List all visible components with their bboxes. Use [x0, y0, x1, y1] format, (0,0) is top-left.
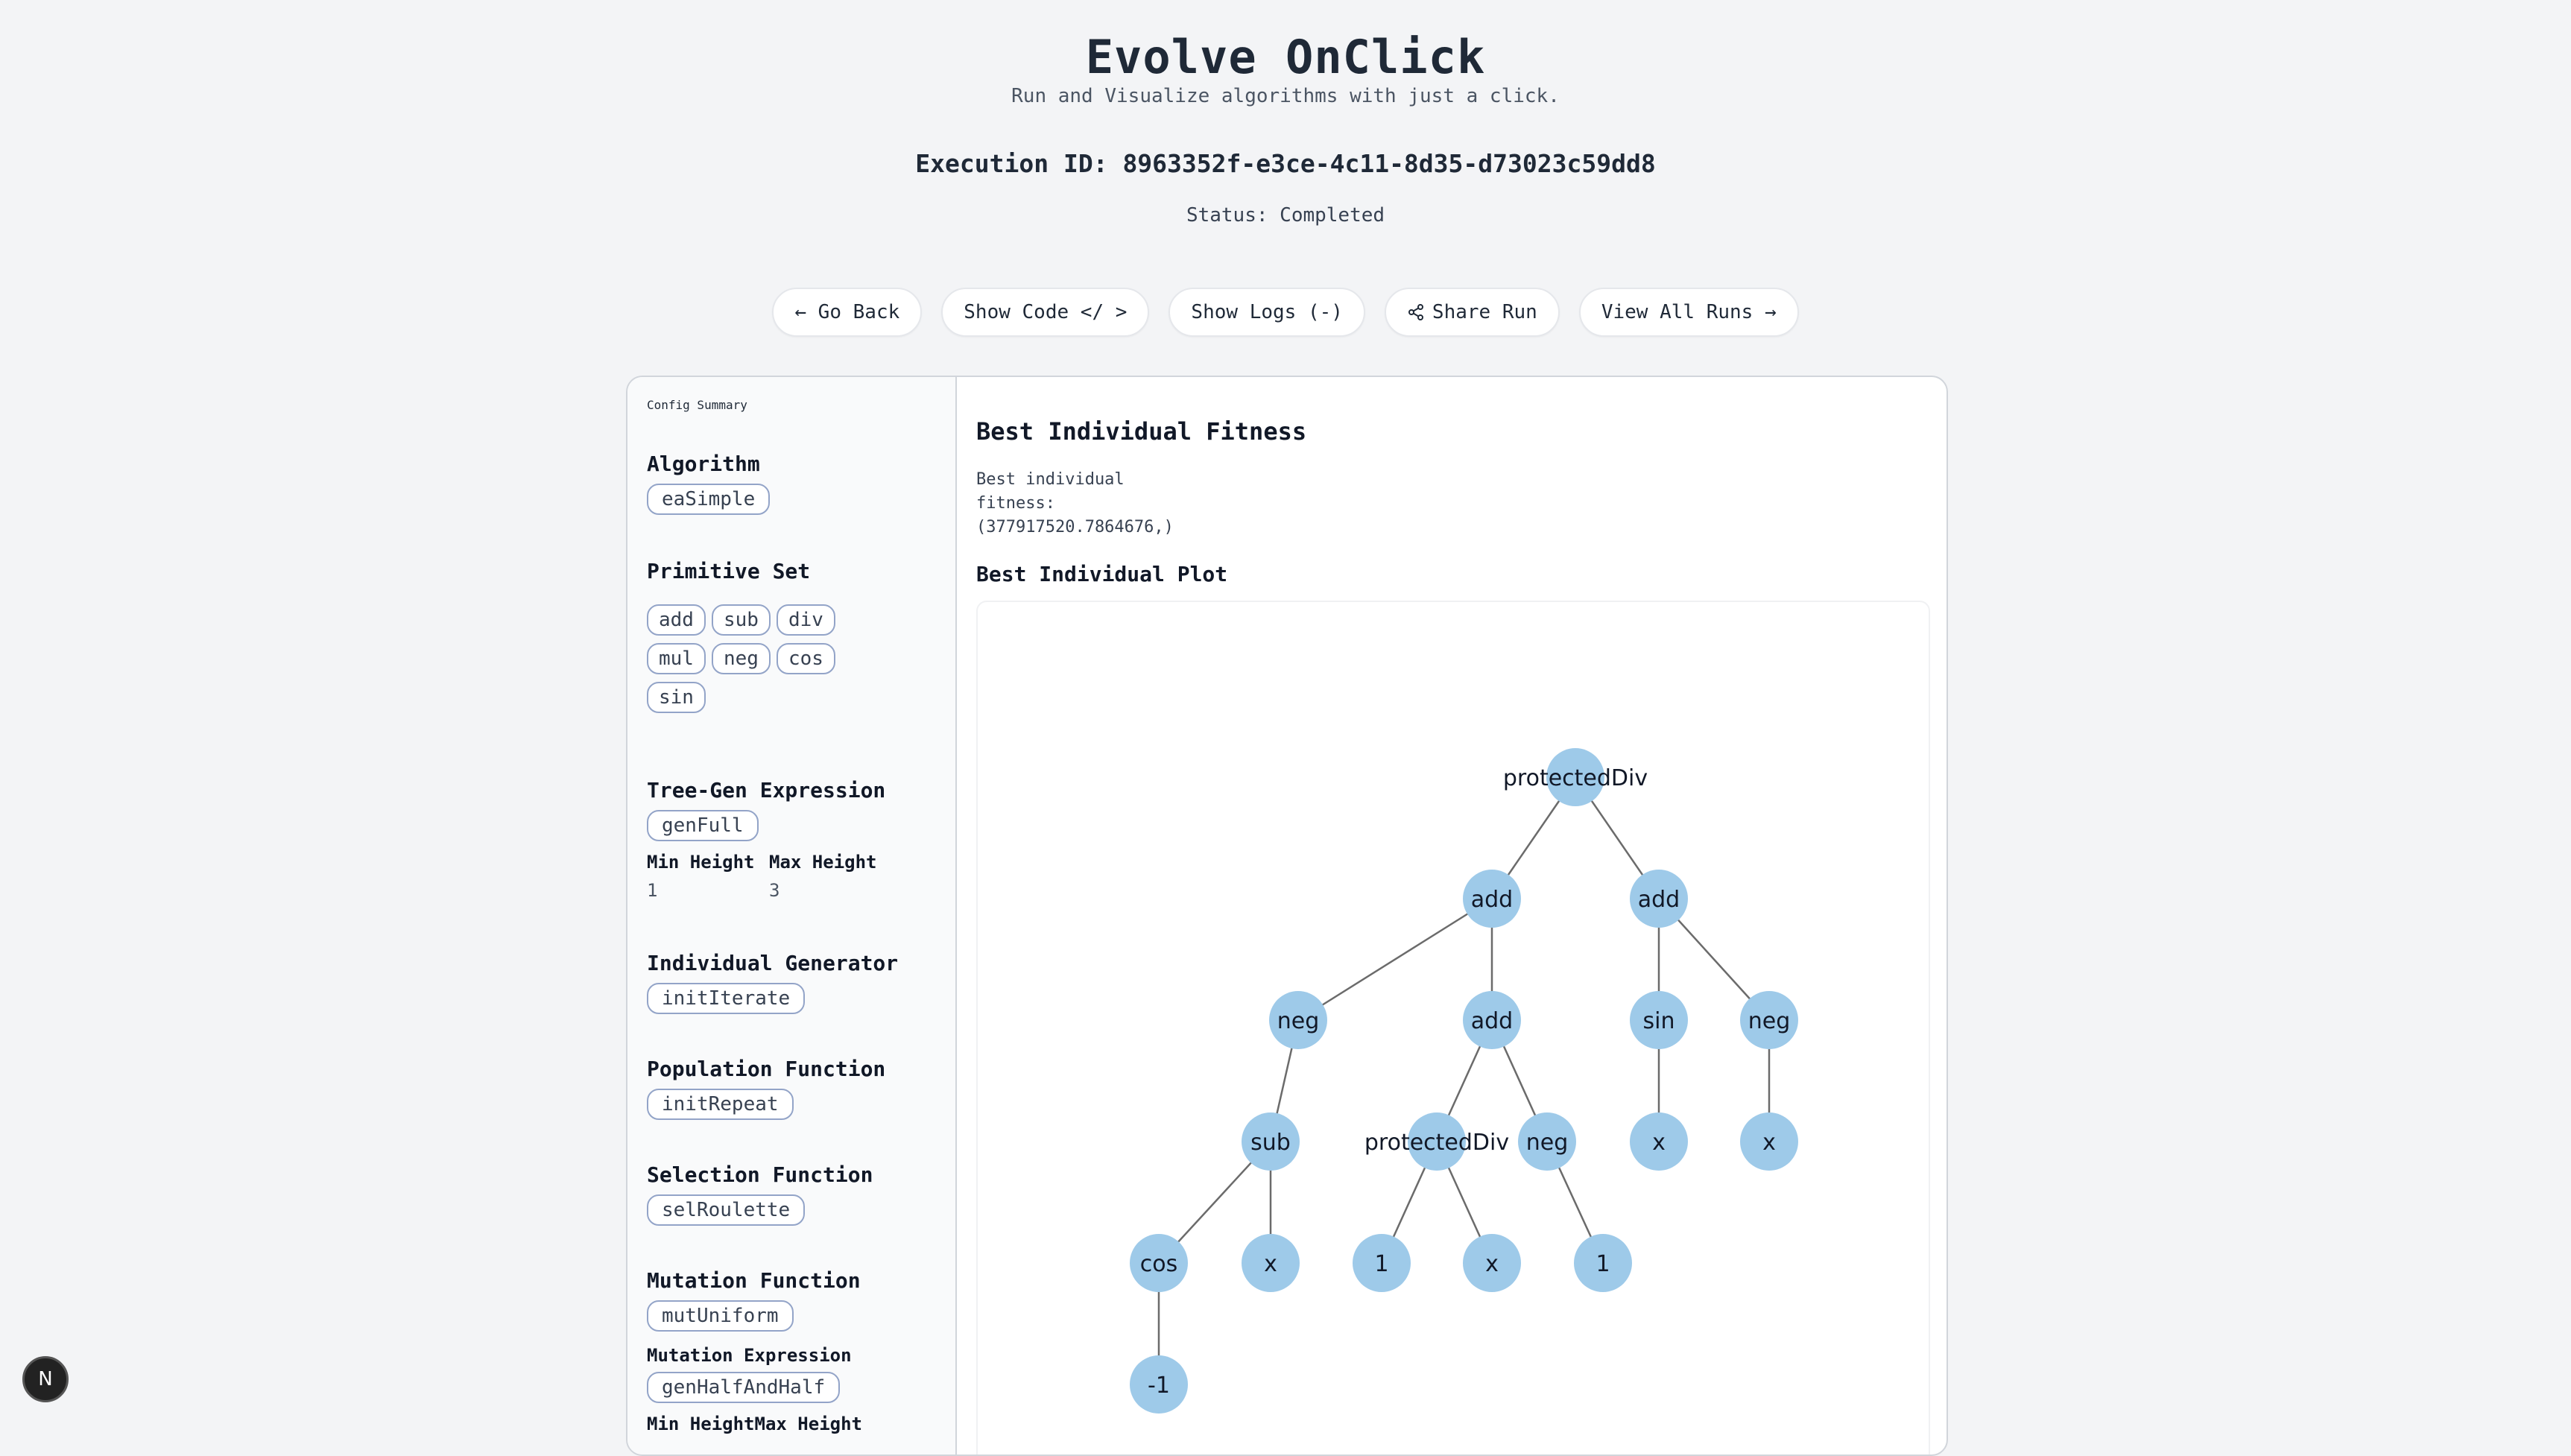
tree-node-label: neg — [1525, 1130, 1569, 1156]
tree-node-label: x — [1762, 1130, 1776, 1156]
primitive-set-list — [647, 604, 841, 713]
run-status: Status: Completed — [1186, 204, 1385, 227]
mutation-minmax-label: Min HeightMax Height — [647, 1414, 862, 1434]
primitive-chip: add — [647, 604, 706, 636]
tree-node-label: add — [1470, 1008, 1514, 1034]
best-plot-title: Best Individual Plot — [976, 562, 1228, 586]
tree-node-label: protectedDiv — [1502, 765, 1648, 791]
max-height-value: 3 — [769, 880, 780, 901]
tree-node-label: sin — [1642, 1008, 1675, 1034]
tree-node-label: neg — [1748, 1008, 1791, 1034]
population-function-label: Population Function — [647, 1057, 886, 1081]
primitive-chip: div — [777, 604, 835, 636]
config-summary-sidebar — [627, 377, 957, 1455]
tree-node-label: x — [1485, 1251, 1499, 1277]
tree-node-label: x — [1264, 1251, 1277, 1277]
primitive-chip: cos — [777, 643, 835, 674]
tree-node-label: 1 — [1596, 1251, 1610, 1277]
mutation-function-chip: mutUniform — [647, 1300, 794, 1332]
primitive-chip: sin — [647, 682, 706, 713]
selection-function-label: Selection Function — [647, 1162, 873, 1187]
best-fitness-text — [976, 468, 1200, 539]
expression-tree-svg — [978, 602, 1932, 1456]
share-icon — [1407, 303, 1425, 321]
tree-node-label: -1 — [1148, 1373, 1170, 1399]
action-toolbar — [0, 288, 2571, 337]
show-code-button[interactable] — [941, 288, 1149, 337]
execution-id: Execution ID: 8963352f-e3ce-4c11-8d35-d73023c59dd8 — [915, 149, 1656, 178]
tree-node-label: add — [1470, 887, 1514, 913]
app-subtitle: Run and Visualize algorithms with just a click. — [1011, 85, 1560, 107]
show-logs-button[interactable] — [1169, 288, 1365, 337]
show-code-label: Show Code </ > — [964, 301, 1128, 323]
population-function-chip: initRepeat — [647, 1089, 794, 1120]
share-run-button[interactable] — [1385, 288, 1560, 337]
fitness-line-1: Best individual — [976, 470, 1125, 489]
go-back-label: ← Go Back — [794, 301, 900, 323]
nextjs-badge[interactable]: N — [22, 1356, 69, 1402]
go-back-button[interactable] — [772, 288, 922, 337]
mutation-function-label: Mutation Function — [647, 1268, 861, 1293]
individual-generator-label: Individual Generator — [647, 951, 899, 975]
best-individual-content — [957, 377, 1947, 1455]
individual-generator-chip: initIterate — [647, 983, 805, 1014]
min-height-value: 1 — [647, 880, 658, 901]
mutation-expression-label: Mutation Expression — [647, 1345, 852, 1366]
min-height-label: Min Height — [647, 852, 755, 873]
algorithm-chip: eaSimple — [647, 484, 770, 515]
mutation-expression-chip: genHalfAndHalf — [647, 1372, 840, 1403]
primitive-chip: neg — [712, 643, 771, 674]
results-panel — [626, 376, 1948, 1456]
share-run-label: Share Run — [1432, 301, 1537, 323]
view-all-runs-button[interactable] — [1579, 288, 1799, 337]
config-summary-title: Config Summary — [647, 398, 747, 412]
primitive-set-label: Primitive Set — [647, 559, 811, 583]
selection-function-chip: selRoulette — [647, 1194, 805, 1226]
fitness-line-2: fitness: — [976, 494, 1055, 513]
app-title: Evolve OnClick — [1085, 30, 1486, 84]
primitive-chip: mul — [647, 643, 706, 674]
max-height-label: Max Height — [769, 852, 877, 873]
fitness-value: (377917520.7864676,) — [976, 518, 1174, 536]
tree-node-label: neg — [1277, 1008, 1320, 1034]
tree-node-label: x — [1652, 1130, 1666, 1156]
tree-node-label: 1 — [1374, 1251, 1389, 1277]
view-all-runs-label: View All Runs → — [1601, 301, 1777, 323]
best-fitness-title: Best Individual Fitness — [976, 417, 1307, 446]
tree-node-label: sub — [1250, 1130, 1291, 1156]
algorithm-label: Algorithm — [647, 452, 760, 476]
tree-node-label: protectedDiv — [1364, 1130, 1510, 1156]
tree-node-label: cos — [1139, 1251, 1178, 1277]
show-logs-label: Show Logs (-) — [1191, 301, 1343, 323]
tree-edge — [1298, 899, 1492, 1020]
tree-gen-label: Tree-Gen Expression — [647, 778, 886, 803]
primitive-chip: sub — [712, 604, 771, 636]
tree-plot-container — [976, 601, 1930, 1456]
tree-gen-chip: genFull — [647, 810, 759, 841]
tree-node-label: add — [1637, 887, 1680, 913]
